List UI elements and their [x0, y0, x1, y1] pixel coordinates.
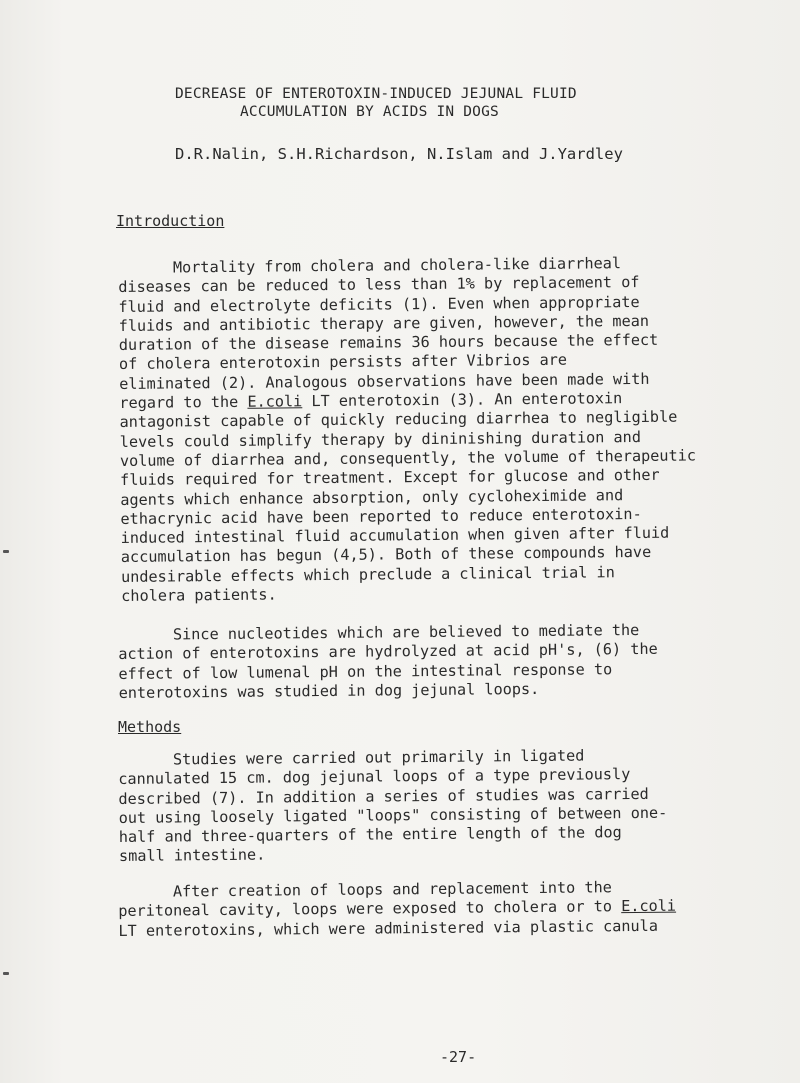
text-line: levels could simplify therapy by dininishing duration and [119, 427, 642, 451]
text-line: half and three-quarters of the entire length of the dog [118, 823, 622, 847]
text-line: induced intestinal fluid accumulation when given after fluid [120, 523, 670, 548]
text-line: enterotoxins was studied in dog jejunal loops. [118, 679, 540, 702]
text-line: ethacrynic acid have been reported to reduce enterotoxin- [120, 504, 642, 528]
methods-paragraph-2 [118, 877, 779, 941]
text-line: described (7). In addition a series of studies was carried [118, 784, 649, 808]
text-line: LT enterotoxins, which were administered via plastic canula [118, 916, 659, 940]
line-text: regard to the [119, 392, 248, 413]
text-line: diseases can be reduced to less than 1% by replacement of [118, 273, 640, 297]
text-line: volume of diarrhea and, consequently, the volume of therapeutic [119, 446, 697, 470]
text-line: small intestine. [118, 846, 266, 866]
text-line: effect of low lumenal pH on the intestinal response to [118, 659, 613, 683]
ecoli-term: E.coli [621, 896, 677, 916]
title-line-1: DECREASE OF ENTEROTOXIN-INDUCED JEJUNAL FLUID [175, 86, 577, 102]
page-number: -27- [440, 1048, 477, 1066]
text-line: fluids and antibiotic therapy are given, however, the mean [118, 311, 650, 335]
ecoli-term: E.coli [247, 392, 303, 411]
text-line: eliminated (2). Analogous observations have been made with [119, 369, 650, 393]
text-line: cannulated 15 cm. dog jejunal loops of a type previously [118, 765, 631, 789]
methods-heading: Methods [118, 718, 182, 736]
line-text: peritoneal cavity, loops were exposed to cholera or to [118, 897, 622, 921]
introduction-paragraph-2 [118, 620, 779, 704]
text-line: action of enterotoxins are hydrolyzed at acid pH's, (6) the [118, 640, 658, 664]
text-line: antagonist capable of quickly reducing diarrhea to negligible [119, 408, 678, 432]
margin-mark [3, 972, 9, 975]
text-line: cholera patients. [121, 585, 277, 606]
text-line: fluids required for treatment. Except for glucose and other [120, 466, 660, 490]
line-text: LT enterotoxin (3). An enterotoxin [302, 389, 623, 411]
text-line: fluid and electrolyte deficits (1). Even when appropriate [118, 292, 640, 316]
text-line: Studies were carried out primarily in ligated [118, 746, 585, 769]
authors-line: D.R.Nalin, S.H.Richardson, N.Islam and J.Yardley [175, 145, 623, 163]
margin-mark [3, 550, 9, 553]
text-line: accumulation has begun (4,5). Both of these compounds have [120, 543, 652, 567]
methods-paragraph-1 [118, 745, 779, 867]
text-line: After creation of loops and replacement into the [118, 878, 612, 901]
text-line: out using loosely ligated "loops" consisting of between one- [118, 803, 668, 827]
text-line: Since nucleotides which are believed to mediate the [118, 620, 640, 644]
introduction-paragraph-1 [118, 253, 781, 607]
text-line: of cholera enterotoxin persists after Vibrios are [118, 351, 568, 374]
text-line: Mortality from cholera and cholera-like diarrheal [118, 254, 622, 277]
introduction-heading: Introduction [116, 212, 225, 230]
title-line-2: ACCUMULATION BY ACIDS IN DOGS [240, 104, 499, 120]
text-line: agents which enhance absorption, only cycloheximide and [120, 485, 624, 509]
text-line: duration of the disease remains 36 hours because the effect [118, 331, 659, 355]
text-line: undesirable effects which preclude a clinical trial in [120, 562, 615, 586]
